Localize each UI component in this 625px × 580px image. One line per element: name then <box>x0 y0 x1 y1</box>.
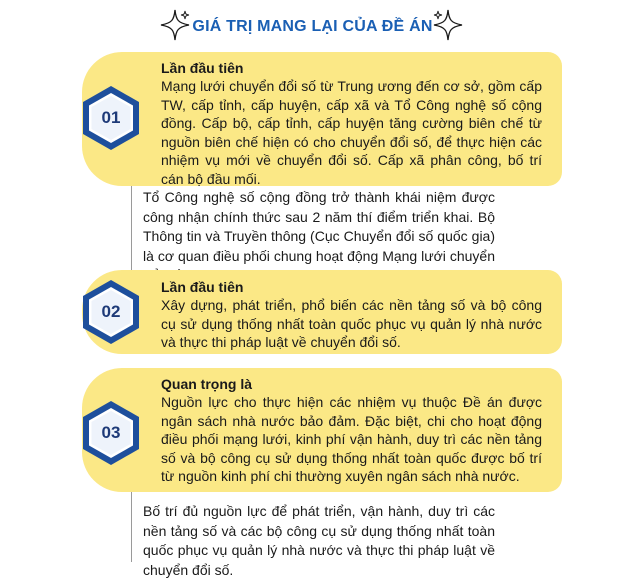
value-card <box>82 52 562 186</box>
step-number-badge <box>82 279 140 345</box>
card-note: Tổ Công nghệ số cộng đồng trở thành khái niệm được công nhận chính thức sau 2 năm thí điểm triển khai. Bộ Thông tin và Truyền thông (Cục Chuyển đổi số quốc gia) là cơ quan điều phối chung hoạt động Mạng lưới chuyển <box>143 189 495 264</box>
card-heading: Quan trọng là <box>161 376 252 392</box>
step-number: 01 <box>101 108 121 127</box>
card-body: Mạng lưới chuyển đổi số từ Trung ương đến cơ sở, gồm cấp TW, cấp tỉnh, cấp huyện, cấp xã và Tổ Công nghệ số cộng đồng. Cấp bộ, cấp tỉnh, cấp huyện tăng cường biên chế từ nguồn biên chế hiện có cho chuyển đổi số, để thực hiện các nhiệm vụ mới về chuyển đổi số. Cấp xã phân công, bố trí cán bộ đầu mối. <box>161 78 542 187</box>
card-body: Xây dựng, phát triển, phổ biến các nền tảng số và bộ công cụ sử dụng thống nhất toàn quốc phục vụ quản lý nhà nước và thực thi pháp luật về chuyển đổi số. <box>161 297 542 351</box>
step-number: 02 <box>101 302 121 321</box>
header <box>0 6 625 46</box>
step-number-badge <box>82 400 140 466</box>
step-number: 03 <box>101 423 121 442</box>
card-heading: Lần đầu tiên <box>161 279 244 295</box>
page-title: GIÁ TRỊ MANG LẠI CỦA ĐỀ ÁN <box>192 18 433 35</box>
timeline-connector <box>131 186 132 278</box>
sparkle-icon <box>431 8 465 42</box>
step-number-badge <box>82 85 140 151</box>
value-card <box>82 368 562 492</box>
value-card <box>82 270 562 354</box>
timeline-connector <box>131 488 132 562</box>
card-body: Nguồn lực cho thực hiện các nhiệm vụ thuộc Đề án được ngân sách nhà nước bảo đảm. Đặc biệt, chi cho hoạt động điều phối mạng lưới, kinh phí vận hành, duy trì các nền tảng số và bộ công cụ sử dụng thống nhất toàn quốc được bố trí từ nguồn kinh phí chi thường xuyên ngân sách nhà nước. <box>161 394 542 485</box>
card-note: Bố trí đủ nguồn lực để phát triển, vận hành, duy trì các nền tảng số và các bộ công cụ sử dụng thống nhất toàn quốc phục vụ quản lý nhà nước và thực thi pháp luật về chuyển đổi số. <box>143 503 495 578</box>
card-heading: Lần đầu tiên <box>161 60 244 76</box>
